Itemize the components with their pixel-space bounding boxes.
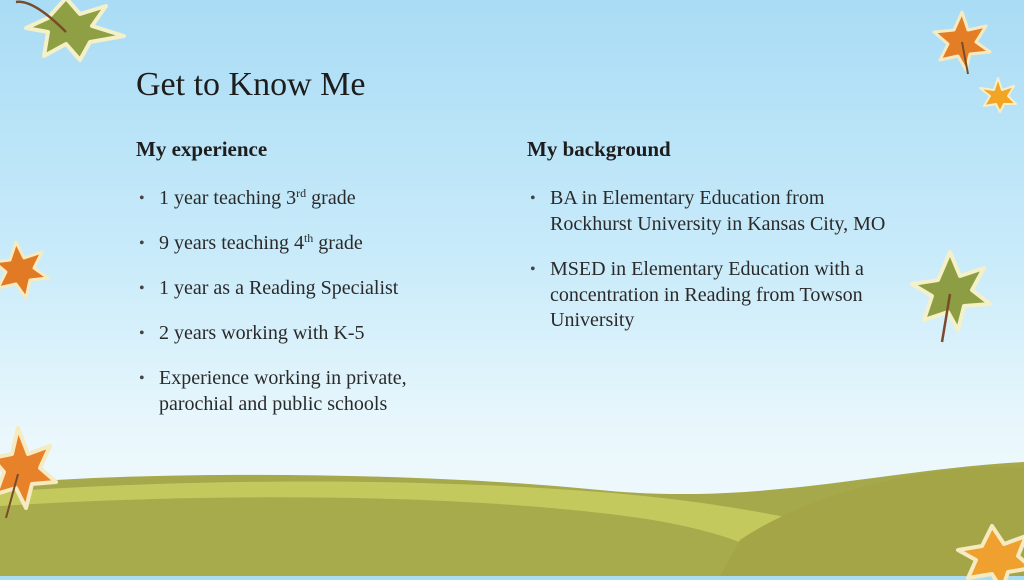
list-item: • Experience working in private, parochial and public schools bbox=[136, 366, 466, 417]
experience-heading: My experience bbox=[136, 137, 268, 161]
experience-list bbox=[136, 186, 466, 437]
list-item: • 1 year teaching 3rd grade bbox=[136, 186, 466, 212]
list-item: • 2 years working with K-5 bbox=[136, 321, 466, 347]
background-list bbox=[527, 186, 897, 354]
orange-leaf-icon bbox=[0, 424, 58, 520]
yellow-leaf-icon bbox=[978, 76, 1018, 114]
green-leaf-icon bbox=[908, 248, 992, 346]
list-item: • 9 years teaching 4th grade bbox=[136, 231, 466, 257]
orange-leaf-icon bbox=[0, 238, 50, 304]
orange-leaf-icon bbox=[952, 520, 1024, 580]
green-leaf-icon bbox=[6, 0, 130, 66]
slide-title: Get to Know Me bbox=[136, 66, 366, 103]
list-item: • BA in Elementary Education from Rockhurst University in Kansas City, MO bbox=[527, 186, 897, 237]
orange-leaf-icon bbox=[932, 8, 992, 76]
list-item: • 1 year as a Reading Specialist bbox=[136, 276, 466, 302]
background-heading: My background bbox=[527, 137, 671, 161]
list-item: • MSED in Elementary Education with a concentration in Reading from Towson University bbox=[527, 257, 897, 334]
